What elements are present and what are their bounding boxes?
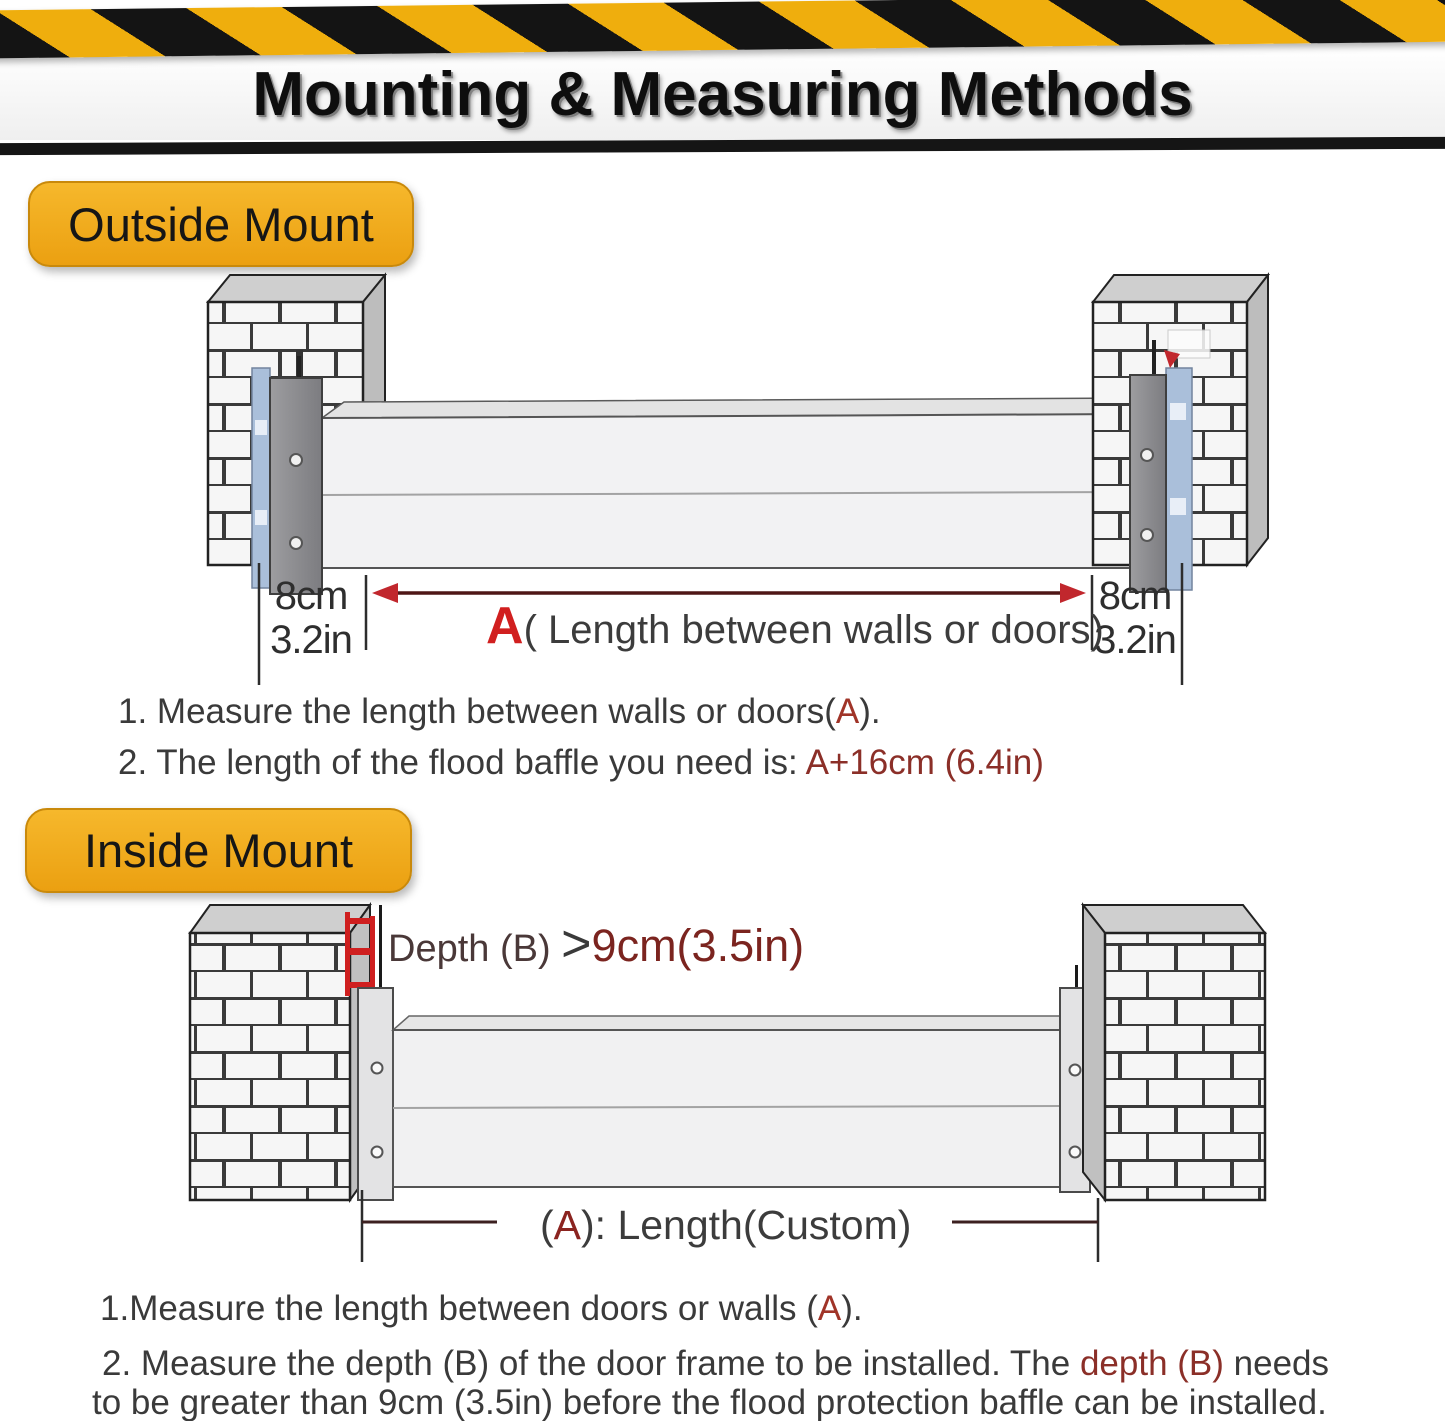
custom-length-pre: (: [540, 1202, 554, 1248]
outside-step-2-em: A+16cm (6.4in): [805, 743, 1044, 782]
custom-length-a: A: [553, 1202, 582, 1248]
custom-length-label: [540, 1202, 911, 1249]
brick-pillar-right-inside: [1083, 905, 1265, 1200]
dimension-right-cm: 8cm: [1098, 574, 1172, 618]
depth-value: 9cm(3.5in): [591, 920, 805, 971]
inside-step-2-em: depth (B): [1079, 1344, 1224, 1383]
span-length-label-text: ( Length between walls or doors): [523, 608, 1104, 652]
inside-step-1-em: A: [817, 1289, 842, 1328]
span-length-label: [486, 597, 1104, 656]
inside-step-3: [92, 1383, 1327, 1421]
outside-step-1-em: A: [835, 692, 860, 731]
screw: [290, 537, 302, 549]
outside-step-2: [118, 743, 1044, 783]
dimension-left-in: 3.2in: [270, 618, 352, 662]
greater-than-sign: >: [561, 915, 592, 973]
outside-step-2-text: 2. The length of the flood baffle you need is:: [118, 743, 806, 782]
screw: [1141, 449, 1153, 461]
screw: [290, 454, 302, 466]
screw: [372, 1147, 383, 1158]
mounting-channel-left-inside: [358, 988, 393, 1200]
brick-pillar-left-inside: [190, 905, 370, 1200]
inside-step-1-text: 1.Measure the length between doors or walls (: [100, 1289, 818, 1328]
outside-step-1: [118, 692, 881, 732]
depth-label-text: Depth (B): [388, 928, 562, 970]
depth-bracket-red: [345, 905, 382, 996]
inside-step-1-end: ).: [841, 1289, 863, 1328]
flood-barrier-panel-inside: [393, 1016, 1076, 1187]
screw: [372, 1063, 383, 1074]
seal-strip-right: [1166, 368, 1192, 590]
outside-step-1-end: ).: [859, 692, 881, 731]
mounting-channel-left: [270, 356, 322, 594]
custom-length-text: ): Length(Custom): [581, 1202, 912, 1248]
dimension-right-in: 3.2in: [1094, 618, 1176, 662]
inside-mount-badge: [25, 808, 412, 893]
outside-mount-badge-label: Outside Mount: [68, 197, 374, 251]
screw: [1070, 1065, 1081, 1076]
inside-step-1: [100, 1289, 863, 1329]
outside-mount-badge: [28, 181, 414, 267]
inside-step-2-text: 2. Measure the depth (B) of the door frame to be installed. The: [102, 1344, 1080, 1383]
flood-barrier-panel: [322, 398, 1152, 568]
inside-step-2-end: needs: [1223, 1344, 1330, 1383]
dimension-left: [255, 574, 367, 662]
dimension-left-cm: 8cm: [274, 574, 348, 618]
inside-step-2: [102, 1344, 1329, 1384]
screw: [1070, 1147, 1081, 1158]
screw: [1141, 529, 1153, 541]
seal-strip-left: [252, 368, 270, 588]
inside-step-3-text: to be greater than 9cm (3.5in) before the flood protection baffle can be installed.: [92, 1383, 1327, 1421]
inside-mount-badge-label: Inside Mount: [83, 824, 354, 877]
depth-requirement-label: [388, 916, 804, 985]
title-band: [0, 48, 1445, 140]
span-length-label-a: A: [486, 597, 524, 655]
outside-step-1-text: 1. Measure the length between walls or doors(: [118, 692, 836, 731]
page-title: Mounting & Measuring Methods: [252, 59, 1193, 129]
